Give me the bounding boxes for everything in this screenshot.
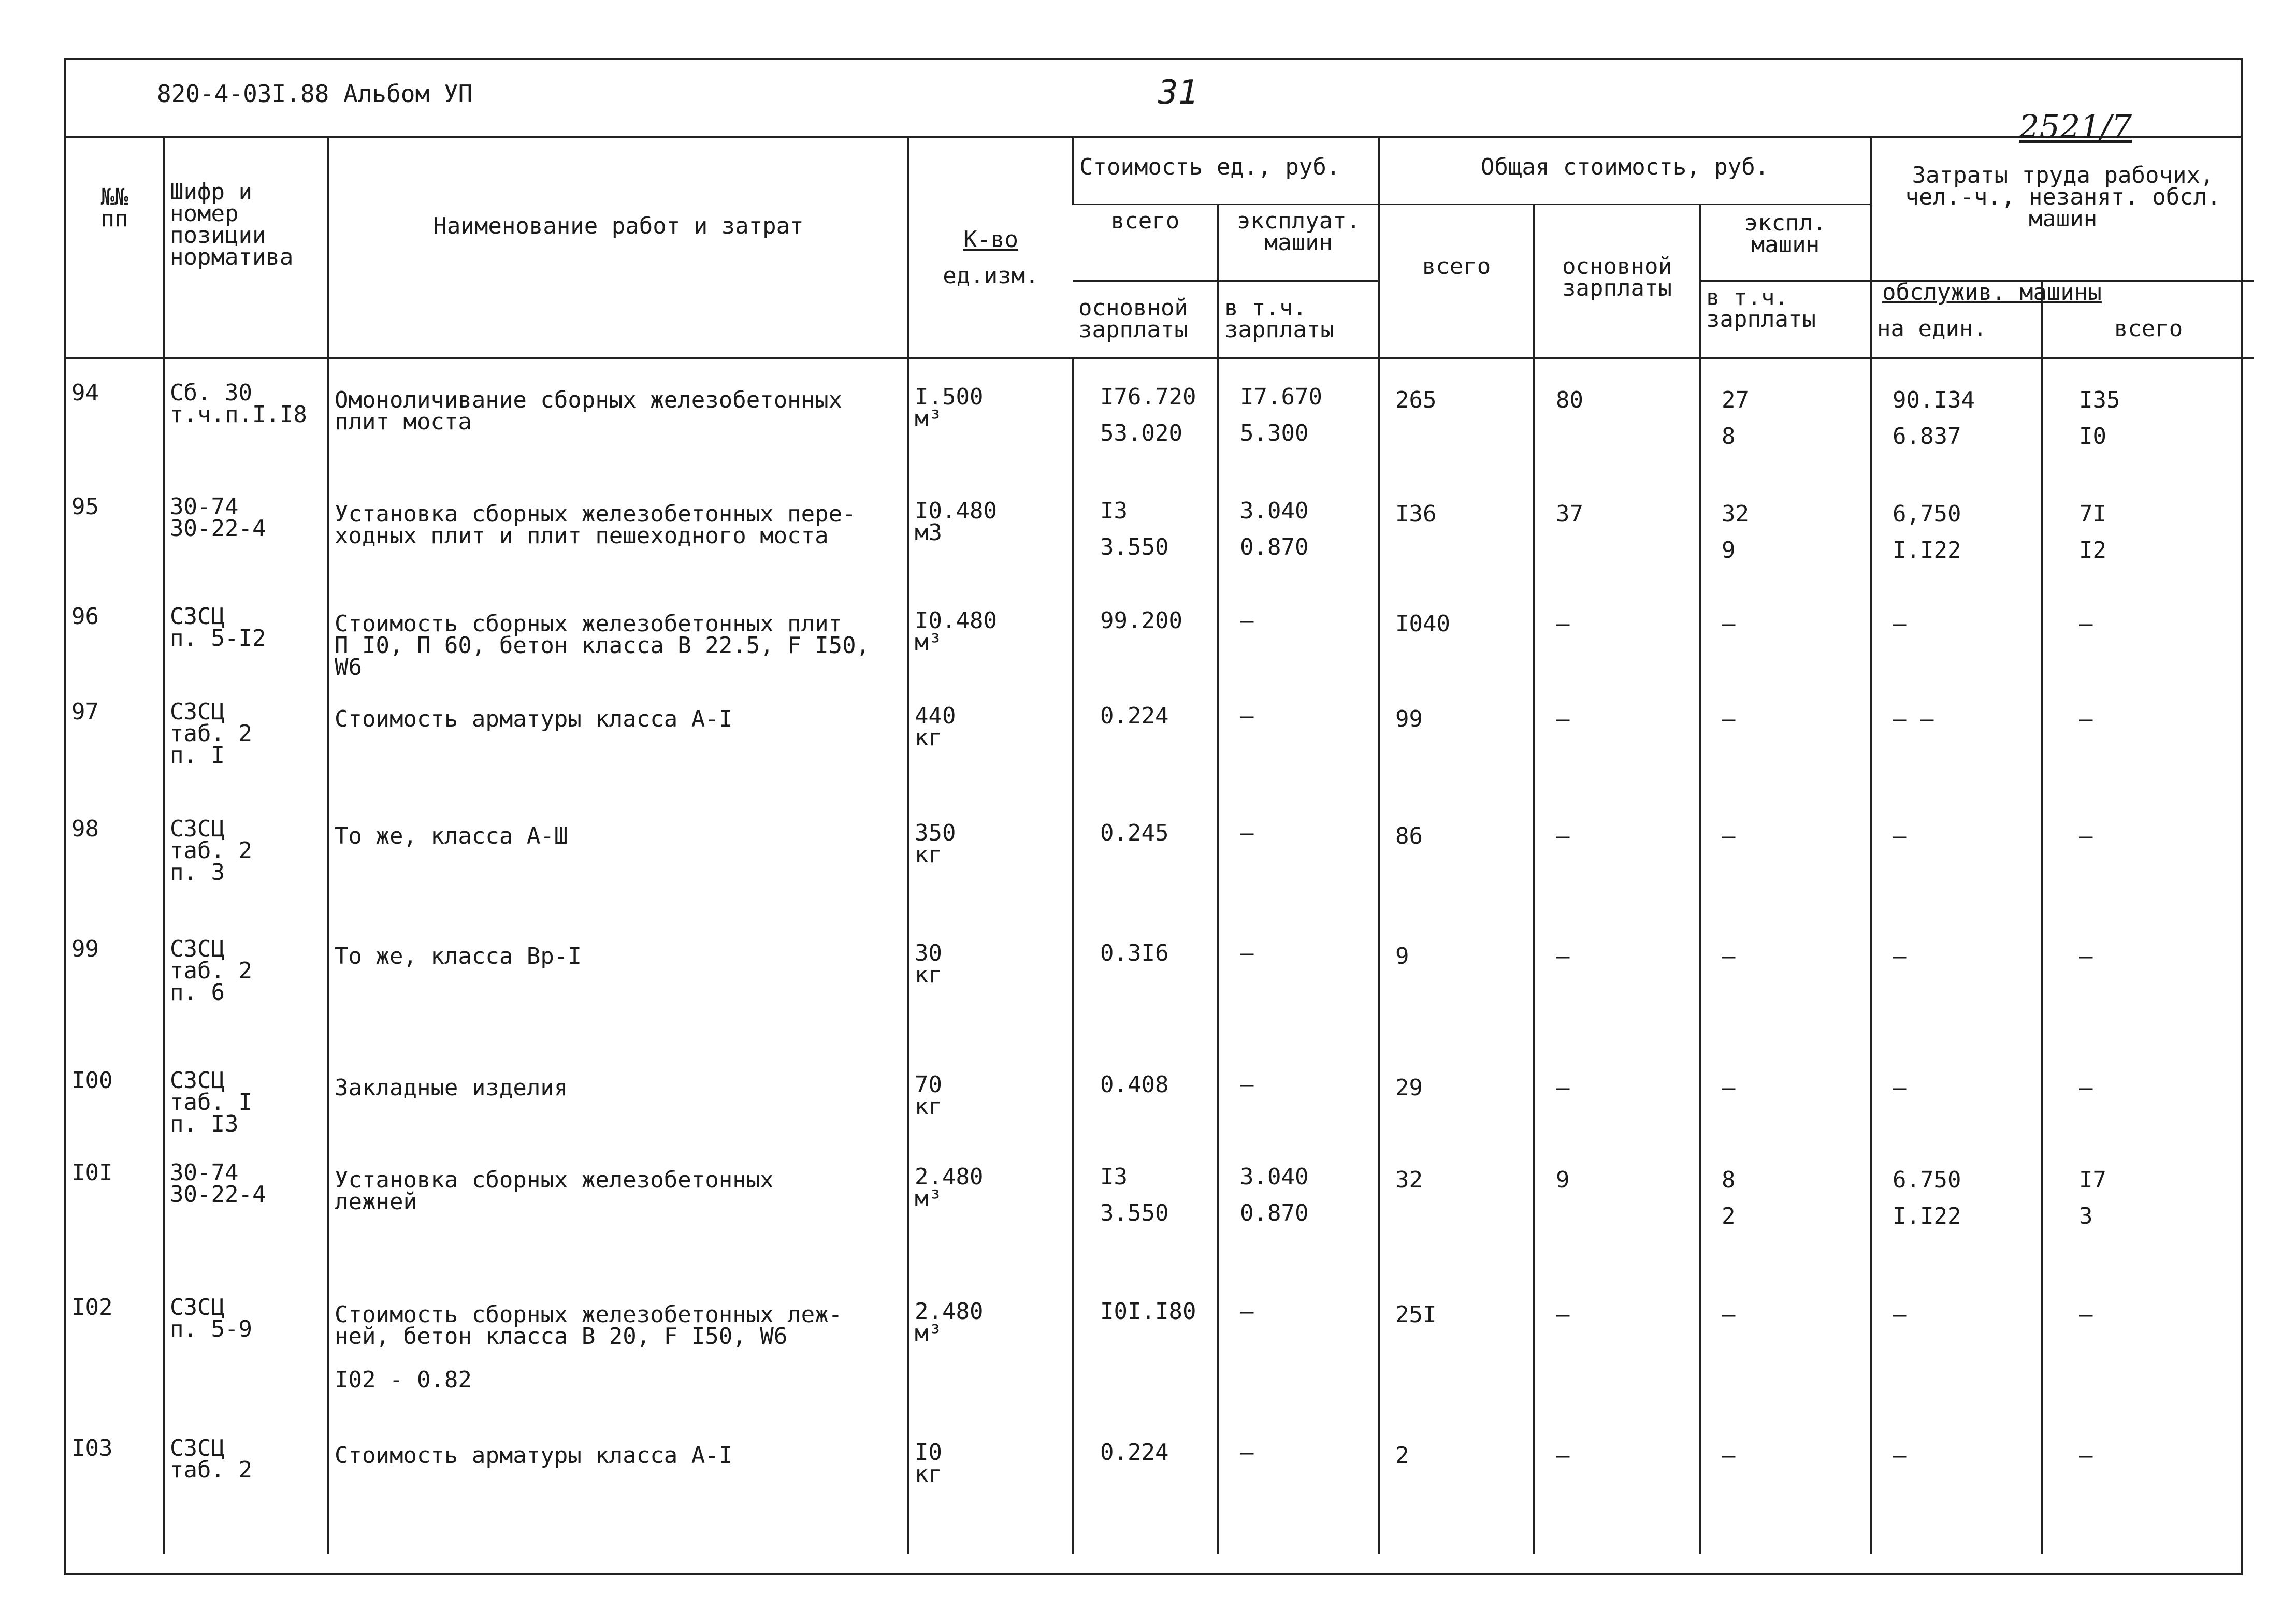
row-unit-machine-value: – (1240, 703, 1254, 729)
row-name: Омоноличивание сборных железобетонных плит моста (328, 358, 908, 473)
row-total (1379, 1274, 1534, 1415)
total-machine-header: экспл. машин (1700, 204, 1871, 281)
row-labor-total (2042, 678, 2254, 795)
unit-total-header: всего (1073, 204, 1218, 281)
row-unit-machine (1218, 1139, 1379, 1274)
row-number (66, 473, 164, 583)
row-number-text: 97 (71, 699, 99, 725)
row-labor-unit-value-2: I.I22 (1893, 1203, 1961, 1229)
row-code: 30-74 30-22-4 (164, 473, 328, 583)
table-row (66, 916, 2254, 1047)
row-number (66, 916, 164, 1047)
row-name: Установка сборных железобетонных пере- ходных плит и плит пешеходного моста (328, 473, 908, 583)
row-qty (908, 678, 1073, 795)
row-total-value: 25I (1395, 1301, 1437, 1328)
row-qty (908, 583, 1073, 678)
row-total-wage (1534, 1139, 1700, 1274)
row-total-machine (1700, 1274, 1871, 1415)
row-total-machine (1700, 678, 1871, 795)
row-unit-cost (1073, 583, 1218, 678)
row-total-machine (1700, 358, 1871, 473)
page-number: 31 (1158, 74, 1198, 112)
row-number-text: 96 (71, 603, 99, 630)
row-labor-total-value-2: I0 (2079, 423, 2107, 450)
row-number-text: I02 (71, 1294, 113, 1321)
row-total (1379, 358, 1534, 473)
row-unit: кг (915, 724, 942, 751)
total-cost-group-header: Общая стоимость, руб. (1379, 136, 1871, 204)
row-labor-unit-value: 6.750 (1893, 1167, 1961, 1193)
labor-sub-label: обслужив. машины (1882, 279, 2102, 306)
total-machine-wage-header: в т.ч. зарплаты (1700, 281, 1871, 358)
row-total-machine-value: – (1722, 611, 1736, 637)
sheet-header-strip (66, 60, 2241, 146)
row-labor-total (2042, 916, 2254, 1047)
row-labor-total (2042, 358, 2254, 473)
row-unit: кг (915, 1093, 942, 1120)
row-number-text: 95 (71, 494, 99, 520)
unit-header-label: ед.изм. (943, 263, 1039, 289)
row-unit-machine-value: I7.670 (1240, 384, 1322, 410)
row-total-machine-value: – (1722, 1075, 1736, 1101)
row-total-machine (1700, 795, 1871, 916)
col-num-header: №№ пп (66, 136, 164, 358)
row-unit-cost (1073, 1139, 1218, 1274)
row-unit: м³ (915, 629, 942, 656)
qty-header-label: К-во (963, 226, 1018, 253)
row-total (1379, 583, 1534, 678)
row-unit-machine-value: 3.040 (1240, 498, 1309, 524)
row-code: СЗСЦ таб. 2 п. 6 (164, 916, 328, 1047)
row-labor-total (2042, 1274, 2254, 1415)
row-labor-unit (1871, 1274, 2042, 1415)
row-total-value: 9 (1395, 943, 1409, 969)
row-unit-machine-value: – (1240, 940, 1254, 966)
row-unit-cost (1073, 916, 1218, 1047)
row-total-machine-value: – (1722, 706, 1736, 732)
row-total-wage-value: – (1556, 611, 1570, 637)
col-name-header: Наименование работ и затрат (328, 136, 908, 358)
row-total-wage-value: – (1556, 823, 1570, 849)
row-name: Закладные изделия (328, 1047, 908, 1139)
row-number-text: 98 (71, 816, 99, 842)
row-qty (908, 916, 1073, 1047)
row-total-value: 29 (1395, 1075, 1423, 1101)
row-total-wage (1534, 1274, 1700, 1415)
row-total-machine-value: 32 (1722, 501, 1749, 527)
unit-machine-wage-header: в т.ч. зарплаты (1218, 281, 1379, 358)
row-unit-machine (1218, 916, 1379, 1047)
row-labor-total-value: – (2079, 706, 2093, 732)
row-total-wage (1534, 1415, 1700, 1554)
row-labor-unit (1871, 678, 2042, 795)
row-total-value: 32 (1395, 1167, 1423, 1193)
row-total (1379, 916, 1534, 1047)
document-code: 820-4-03I.88 Альбом УП (157, 80, 473, 108)
row-code: СЗСЦ таб. 2 п. 3 (164, 795, 328, 916)
row-qty-value: 2.480 (915, 1298, 984, 1325)
row-total-value: 99 (1395, 706, 1423, 732)
row-total (1379, 678, 1534, 795)
row-labor-unit-value-2: I.I22 (1893, 537, 1961, 563)
row-labor-total-value: 7I (2079, 501, 2107, 527)
row-total-wage-value: – (1556, 943, 1570, 969)
row-unit: м3 (915, 519, 942, 546)
table-row (66, 1274, 2254, 1415)
row-number-text: I03 (71, 1435, 113, 1461)
row-unit-machine (1218, 1047, 1379, 1139)
row-unit-wage: 3.550 (1100, 1200, 1169, 1226)
row-unit-total: 99.200 (1100, 607, 1182, 634)
row-total-value: 2 (1395, 1442, 1409, 1469)
row-labor-total-value-2: I2 (2079, 537, 2107, 563)
row-labor-total-value: – (2079, 1442, 2093, 1469)
row-qty (908, 1274, 1073, 1415)
row-unit: кг (915, 1461, 942, 1487)
row-labor-unit-value: – (1893, 1075, 1907, 1101)
row-labor-unit (1871, 1047, 2042, 1139)
row-number-text: I00 (71, 1067, 113, 1094)
row-unit: кг (915, 842, 942, 868)
row-total-value: I040 (1395, 611, 1450, 637)
row-unit-machine-value: – (1240, 1071, 1254, 1098)
row-total-machine (1700, 1047, 1871, 1139)
row-number-text: 94 (71, 380, 99, 406)
row-unit-machine-value: – (1240, 607, 1254, 634)
row-labor-total-value: – (2079, 1075, 2093, 1101)
row-number-text: 99 (71, 936, 99, 962)
row-labor-total-value: – (2079, 611, 2093, 637)
table-row (66, 1415, 2254, 1554)
row-labor-unit (1871, 358, 2042, 473)
row-unit-total: 0.224 (1100, 1439, 1169, 1466)
row-unit-total: I3 (1100, 498, 1128, 524)
row-unit-machine-value: – (1240, 1298, 1254, 1325)
total-all-header: всего (1379, 204, 1534, 358)
table-row (66, 1047, 2254, 1139)
row-code: СЗСЦ таб. I п. I3 (164, 1047, 328, 1139)
row-code: СЗСЦ п. 5-9 (164, 1274, 328, 1415)
row-total-wage-value: – (1556, 1442, 1570, 1469)
row-labor-total (2042, 583, 2254, 678)
row-labor-total (2042, 1139, 2254, 1274)
row-unit: м³ (915, 1320, 942, 1346)
row-number (66, 358, 164, 473)
row-unit-machine (1218, 795, 1379, 916)
row-code: СЗСЦ таб. 2 п. I (164, 678, 328, 795)
row-number (66, 1274, 164, 1415)
row-unit-machine (1218, 1415, 1379, 1554)
table-row (66, 678, 2254, 795)
table-row (66, 583, 2254, 678)
row-number (66, 1415, 164, 1554)
row-total-machine (1700, 473, 1871, 583)
row-total-wage (1534, 795, 1700, 916)
row-labor-unit-value: – (1893, 1442, 1907, 1469)
row-qty-value: 30 (915, 940, 942, 966)
row-labor-unit-value: – – (1893, 706, 1934, 732)
table-body (66, 358, 2254, 1554)
labor-group-label: Затраты труда рабочих, чел.-ч., незанят. обсл. машин (1905, 162, 2221, 232)
row-unit-machine (1218, 358, 1379, 473)
row-name: Стоимость арматуры класса А-I (328, 678, 908, 795)
row-total-machine-value: 27 (1722, 387, 1749, 413)
row-labor-total (2042, 795, 2254, 916)
row-labor-total (2042, 1415, 2254, 1554)
row-qty-value: 70 (915, 1071, 942, 1098)
row-labor-unit (1871, 1415, 2042, 1554)
row-labor-unit-value: – (1893, 943, 1907, 969)
row-qty (908, 473, 1073, 583)
row-labor-total-value: I35 (2079, 387, 2120, 413)
row-labor-unit (1871, 1139, 2042, 1274)
row-total-wage (1534, 1047, 1700, 1139)
row-total-wage (1534, 358, 1700, 473)
row-name: Стоимость арматуры класса А-I (328, 1415, 908, 1554)
row-unit-machine-value: – (1240, 820, 1254, 846)
table-row (66, 795, 2254, 916)
row-unit-machine (1218, 1274, 1379, 1415)
row-total-machine (1700, 916, 1871, 1047)
row-number (66, 1047, 164, 1139)
row-total-machine-wage: 2 (1722, 1203, 1736, 1229)
row-unit: м³ (915, 405, 942, 432)
row-unit-total: I0I.I80 (1100, 1298, 1196, 1325)
row-total-machine-value: – (1722, 1442, 1736, 1469)
row-total (1379, 795, 1534, 916)
row-qty-value: 350 (915, 820, 956, 846)
labor-unit-label: на един. (1877, 315, 1987, 342)
row-unit-machine-wage: 5.300 (1240, 420, 1309, 446)
row-labor-total-value: – (2079, 823, 2093, 849)
row-qty-value: 2.480 (915, 1164, 984, 1190)
table-row (66, 1139, 2254, 1274)
total-wage-header: основной зарплаты (1534, 204, 1700, 358)
row-total-machine-value: 8 (1722, 1167, 1736, 1193)
row-labor-unit (1871, 583, 2042, 678)
row-unit-cost (1073, 1274, 1218, 1415)
row-labor-unit-value: – (1893, 1301, 1907, 1328)
row-name: То же, класса Вр-I (328, 916, 908, 1047)
row-unit-cost (1073, 358, 1218, 473)
row-qty (908, 1047, 1073, 1139)
row-total-machine-value: – (1722, 943, 1736, 969)
row-total-wage-value: 9 (1556, 1167, 1570, 1193)
row-name: То же, класса А-Ш (328, 795, 908, 916)
row-unit-machine-wage: 0.870 (1240, 534, 1309, 560)
row-total-wage-value: – (1556, 706, 1570, 732)
row-total-machine-wage: 9 (1722, 537, 1736, 563)
row-name: Стоимость сборных железобетонных плит П I0, П 60, бетон класса В 22.5, F I50, W6 (328, 583, 908, 678)
row-labor-unit-value: 90.I34 (1893, 387, 1975, 413)
row-labor-unit-value-2: 6.837 (1893, 423, 1961, 450)
row-unit-machine (1218, 678, 1379, 795)
row-qty (908, 795, 1073, 916)
row-total-value: 265 (1395, 387, 1437, 413)
row-total-wage (1534, 916, 1700, 1047)
row-labor-unit-value: 6,750 (1893, 501, 1961, 527)
handwritten-mark: 2521/7 (2019, 108, 2132, 146)
col-code-header: Шифр и номер позиции норматива (164, 136, 328, 358)
labor-group-header (1871, 136, 2254, 281)
row-unit-cost (1073, 1047, 1218, 1139)
unit-wage-header: основной зарплаты (1073, 281, 1218, 358)
row-total-machine (1700, 1415, 1871, 1554)
row-name: Установка сборных железобетонных лежней (328, 1139, 908, 1274)
row-qty (908, 358, 1073, 473)
row-unit: м³ (915, 1185, 942, 1212)
row-unit-total: 0.245 (1100, 820, 1169, 846)
row-unit-cost (1073, 678, 1218, 795)
row-total (1379, 1415, 1534, 1554)
row-unit-machine-value: 3.040 (1240, 1164, 1309, 1190)
table-row (66, 473, 2254, 583)
row-total (1379, 1047, 1534, 1139)
row-total-machine-wage: 8 (1722, 423, 1736, 450)
row-total-wage-value: – (1556, 1075, 1570, 1101)
estimate-sheet (64, 58, 2243, 1575)
row-total-machine-value: – (1722, 1301, 1736, 1328)
row-total-machine (1700, 583, 1871, 678)
row-unit-total: I3 (1100, 1164, 1128, 1190)
row-name: Стоимость сборных железобетонных леж- ней, бетон класса В 20, F I50, W6 I02 - 0.82 (328, 1274, 908, 1415)
labor-total-label: всего (2114, 315, 2183, 342)
table-row (66, 358, 2254, 473)
row-labor-total-value: I7 (2079, 1167, 2107, 1193)
row-total-machine-value: – (1722, 823, 1736, 849)
row-total-value: I36 (1395, 501, 1437, 527)
row-qty-value: I0.480 (915, 607, 997, 634)
row-unit: кг (915, 962, 942, 988)
row-labor-unit-value: – (1893, 611, 1907, 637)
row-qty-value: I0 (915, 1439, 942, 1466)
row-unit-wage: 3.550 (1100, 534, 1169, 560)
row-labor-unit (1871, 473, 2042, 583)
row-total-wage-value: – (1556, 1301, 1570, 1328)
row-total-wage (1534, 678, 1700, 795)
row-labor-unit (1871, 916, 2042, 1047)
row-unit-cost (1073, 1415, 1218, 1554)
row-unit-machine (1218, 473, 1379, 583)
row-unit-cost (1073, 795, 1218, 916)
row-qty-value: I0.480 (915, 498, 997, 524)
row-total-wage (1534, 473, 1700, 583)
row-total-wage (1534, 583, 1700, 678)
row-labor-total (2042, 1047, 2254, 1139)
row-total (1379, 1139, 1534, 1274)
row-number (66, 795, 164, 916)
row-labor-total-value: – (2079, 1301, 2093, 1328)
row-total-machine (1700, 1139, 1871, 1274)
row-labor-unit-value: – (1893, 823, 1907, 849)
row-unit-total: 0.224 (1100, 703, 1169, 729)
row-code: Сб. 30 т.ч.п.I.I8 (164, 358, 328, 473)
row-total (1379, 473, 1534, 583)
row-qty (908, 1415, 1073, 1554)
unit-machine-header: эксплуат. машин (1218, 204, 1379, 281)
row-unit-wage: 53.020 (1100, 420, 1182, 446)
unit-cost-group-header: Стоимость ед., руб. (1073, 136, 1379, 204)
row-labor-unit (1871, 795, 2042, 916)
row-unit-total: 0.3I6 (1100, 940, 1169, 966)
row-total-wage-value: 37 (1556, 501, 1583, 527)
row-number-text: I0I (71, 1160, 113, 1186)
row-qty-value: 440 (915, 703, 956, 729)
col-qty-header (908, 136, 1073, 358)
row-unit-machine-value: – (1240, 1439, 1254, 1466)
table-header (66, 136, 2254, 358)
labor-unit-header (1871, 279, 2102, 358)
estimate-table (66, 136, 2254, 1554)
row-unit-cost (1073, 473, 1218, 583)
row-unit-total: 0.408 (1100, 1071, 1169, 1098)
row-labor-total (2042, 473, 2254, 583)
row-unit-machine-wage: 0.870 (1240, 1200, 1309, 1226)
row-number (66, 1139, 164, 1274)
row-code: СЗСЦ п. 5-I2 (164, 583, 328, 678)
row-code: СЗСЦ таб. 2 (164, 1415, 328, 1554)
row-number (66, 583, 164, 678)
row-total-wage-value: 80 (1556, 387, 1583, 413)
row-code: 30-74 30-22-4 (164, 1139, 328, 1274)
row-qty (908, 1139, 1073, 1274)
row-number (66, 678, 164, 795)
row-unit-machine (1218, 583, 1379, 678)
row-total-value: 86 (1395, 823, 1423, 849)
row-qty-value: I.500 (915, 384, 984, 410)
row-labor-total-value: – (2079, 943, 2093, 969)
row-labor-total-value-2: 3 (2079, 1203, 2093, 1229)
row-unit-total: I76.720 (1100, 384, 1196, 410)
